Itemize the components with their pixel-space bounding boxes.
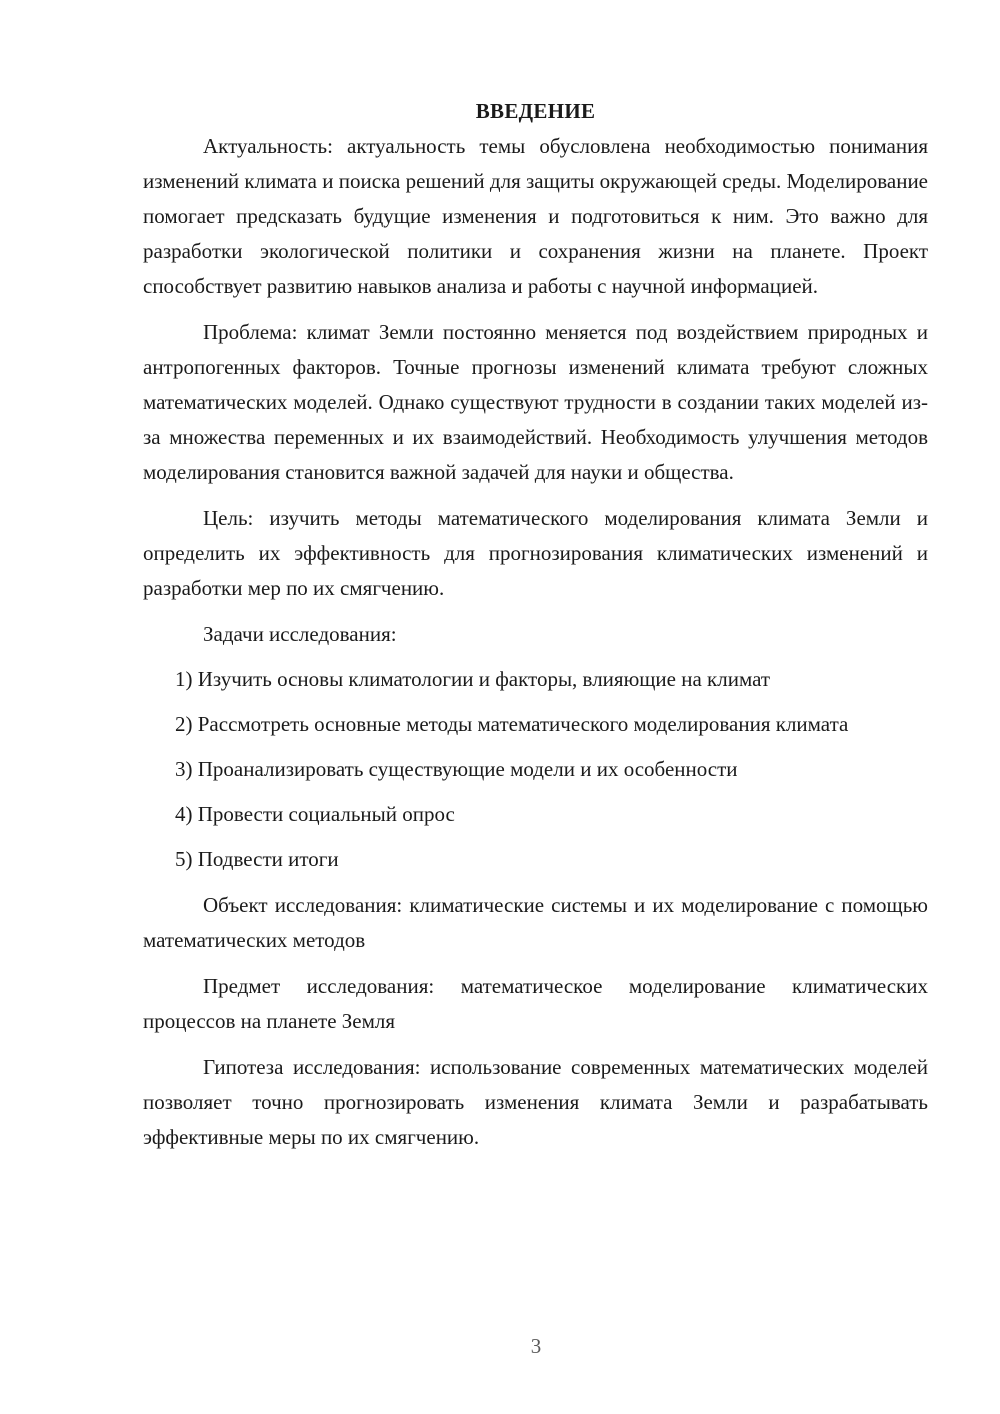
document-page: [143, 92, 928, 1155]
goal-paragraph: Цель: изучить методы математического моделирования климата Земли и определить их эффективность для прогнозирования климатических изменений и разработки мер по их смягчению.: [143, 506, 928, 600]
tasks-heading: Задачи исследования:: [203, 622, 397, 646]
object-paragraph: Объект исследования: климатические системы и их моделирование с помощью математических методов: [143, 893, 928, 952]
hypothesis-paragraph: Гипотеза исследования: использование современных математических моделей позволяет точно прогнозировать изменения климата Земли и разрабатывать эффективные меры по их смягчению.: [143, 1055, 928, 1149]
task-item-2: 2) Рассмотреть основные методы математического моделирования климата: [175, 712, 849, 736]
task-item-1: 1) Изучить основы климатологии и факторы, влияющие на климат: [175, 667, 771, 691]
section-title: ВВЕДЕНИЕ: [475, 99, 596, 123]
task-item-3: 3) Проанализировать существующие модели и их особенности: [175, 757, 738, 781]
page-number: 3: [530, 1334, 542, 1358]
subject-paragraph: Предмет исследования: математическое моделирование климатических процессов на планете Земля: [143, 974, 928, 1033]
problem-paragraph: Проблема: климат Земли постоянно меняется под воздействием природных и антропогенных факторов. Точные прогнозы изменений климата требуют сложных математических моделей. Однако существуют трудности в создании таких моделей из-за множества переменных и их взаимодействий. Необходимость улучшения методов моделирования становится важной задачей для науки и общества.: [143, 320, 928, 484]
relevance-paragraph: Актуальность: актуальность темы обусловлена необходимостью понимания изменений климата и поиска решений для защиты окружающей среды. Моделирование помогает предсказать будущие изменения и подготовиться к ним. Это важно для разработки экологической политики и сохранения жизни на планете. Проект способствует развитию навыков анализа и работы с научной информацией.: [143, 134, 928, 298]
task-item-5: 5) Подвести итоги: [175, 847, 339, 871]
task-item-4: 4) Провести социальный опрос: [175, 802, 455, 826]
